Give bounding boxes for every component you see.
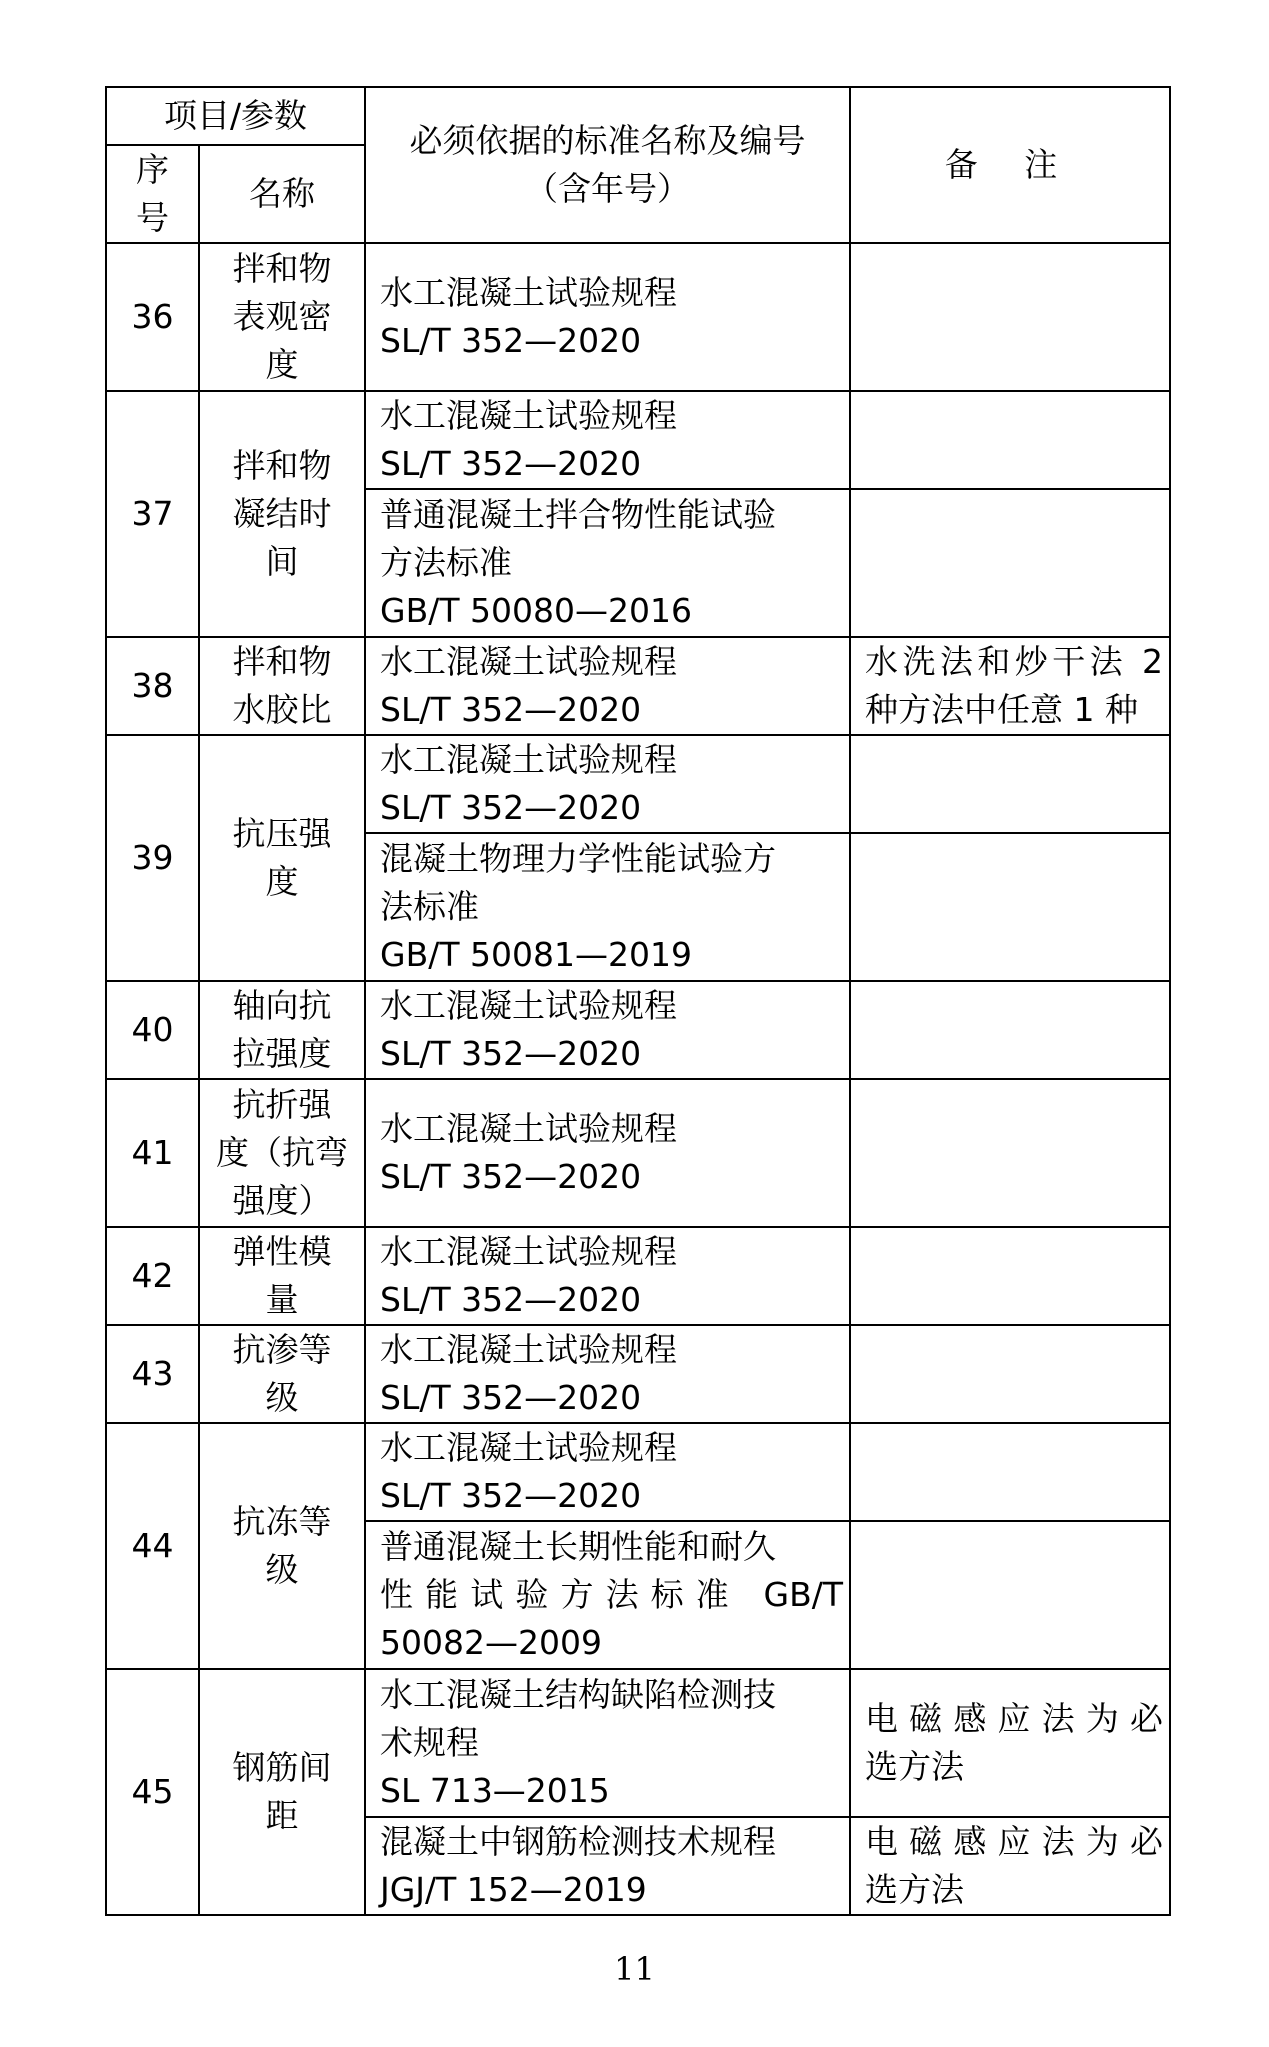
standard-cell xyxy=(365,1423,850,1521)
note-cell xyxy=(850,1817,1170,1915)
note-cell xyxy=(850,243,1170,391)
standard-cell xyxy=(365,1669,850,1817)
standard-line: SL/T 352—2020 xyxy=(380,1280,642,1319)
header-standard xyxy=(365,87,850,243)
name-line: 拌和物 xyxy=(232,249,332,288)
header-standard-line: （含年号） xyxy=(525,169,690,208)
standard-line: SL/T 352—2020 xyxy=(380,1378,642,1417)
name-cell xyxy=(199,1325,365,1423)
table-row xyxy=(106,1325,1170,1423)
standard-line: 水工混凝土试验规程 xyxy=(380,1428,677,1467)
note-line: 选方法 xyxy=(865,1747,964,1786)
standard-line: 水工混凝土试验规程 xyxy=(380,396,677,435)
name-cell xyxy=(199,391,365,637)
name-line: 强度） xyxy=(232,1181,332,1220)
name-line: 度 xyxy=(265,862,299,901)
standard-line: 普通混凝土拌合物性能试验 xyxy=(380,495,776,534)
name-line: 距 xyxy=(265,1796,299,1835)
seq-cell: 37 xyxy=(106,391,199,637)
standard-line: SL/T 352—2020 xyxy=(380,1157,642,1196)
standard-cell xyxy=(365,243,850,391)
name-line: 水胶比 xyxy=(232,690,332,729)
header-standard-line: 必须依据的标准名称及编号 xyxy=(409,121,806,160)
standard-line: 方法标准 xyxy=(380,543,512,582)
name-line: 弹性模 xyxy=(232,1232,332,1271)
note-line: 选方法 xyxy=(865,1870,964,1909)
note-cell xyxy=(850,735,1170,833)
table-row xyxy=(106,637,1170,735)
name-line: 轴向抗 xyxy=(232,986,332,1025)
header-item-param: 项目/参数 xyxy=(106,87,365,145)
standard-cell xyxy=(365,1817,850,1915)
name-line: 表观密 xyxy=(232,297,332,336)
seq-cell: 42 xyxy=(106,1227,199,1325)
standard-line: 50082—2009 xyxy=(380,1623,602,1662)
table-row xyxy=(106,243,1170,391)
seq-cell: 45 xyxy=(106,1669,199,1915)
standard-cell xyxy=(365,637,850,735)
standard-line: 水工混凝土试验规程 xyxy=(380,273,677,312)
seq-cell: 38 xyxy=(106,637,199,735)
standard-line: SL/T 352—2020 xyxy=(380,1034,642,1073)
standards-table xyxy=(105,86,1171,1916)
name-cell xyxy=(199,637,365,735)
standard-cell xyxy=(365,981,850,1079)
standard-line: 法标准 xyxy=(380,887,479,926)
table-row xyxy=(106,391,1170,489)
header-seq xyxy=(106,145,199,243)
seq-cell: 36 xyxy=(106,243,199,391)
standard-line: SL/T 352—2020 xyxy=(380,444,642,483)
page-number: 11 xyxy=(614,1950,655,1988)
standard-line: 水工混凝土试验规程 xyxy=(380,642,677,681)
standard-line: 普通混凝土长期性能和耐久 xyxy=(380,1527,776,1566)
name-line: 级 xyxy=(265,1550,299,1589)
header-seq-line: 号 xyxy=(136,198,169,237)
standard-line: 水工混凝土试验规程 xyxy=(380,740,677,779)
standard-cell xyxy=(365,391,850,489)
name-line: 度（抗弯 xyxy=(216,1133,348,1172)
standard-line: 水工混凝土结构缺陷检测技 xyxy=(380,1675,776,1714)
note-line: 电磁感应法为必 xyxy=(865,1699,1163,1738)
note-cell xyxy=(850,833,1170,981)
standard-cell xyxy=(365,1227,850,1325)
note-cell xyxy=(850,1423,1170,1521)
name-line: 抗冻等 xyxy=(232,1502,332,1541)
header-row xyxy=(106,87,1170,145)
table-row xyxy=(106,735,1170,833)
seq-cell: 39 xyxy=(106,735,199,981)
name-cell xyxy=(199,1079,365,1227)
seq-cell: 40 xyxy=(106,981,199,1079)
name-line: 拌和物 xyxy=(232,446,332,485)
name-cell xyxy=(199,1227,365,1325)
standard-line: JGJ/T 152—2019 xyxy=(380,1870,647,1909)
seq-cell: 43 xyxy=(106,1325,199,1423)
standard-line: 水工混凝土试验规程 xyxy=(380,1232,677,1271)
name-line: 钢筋间 xyxy=(232,1748,332,1787)
table-row xyxy=(106,1669,1170,1817)
standard-line: 性能试验方法标准 GB/T xyxy=(380,1575,843,1614)
seq-cell: 44 xyxy=(106,1423,199,1669)
standard-cell xyxy=(365,1521,850,1669)
standard-cell xyxy=(365,489,850,637)
name-cell xyxy=(199,243,365,391)
standard-line: SL/T 352—2020 xyxy=(380,690,642,729)
name-line: 级 xyxy=(265,1378,299,1417)
standard-line: GB/T 50080—2016 xyxy=(380,591,692,630)
standard-line: 水工混凝土试验规程 xyxy=(380,1330,677,1369)
header-seq-line: 序 xyxy=(136,150,169,189)
header-notes: 备 注 xyxy=(850,87,1170,243)
standard-line: SL 713—2015 xyxy=(380,1771,610,1810)
standard-line: 术规程 xyxy=(380,1723,479,1762)
standard-line: SL/T 352—2020 xyxy=(380,1476,642,1515)
table-row xyxy=(106,981,1170,1079)
standard-cell xyxy=(365,833,850,981)
note-cell xyxy=(850,489,1170,637)
name-line: 抗渗等 xyxy=(232,1330,332,1369)
name-line: 量 xyxy=(265,1280,299,1319)
note-cell xyxy=(850,391,1170,489)
standard-line: 水工混凝土试验规程 xyxy=(380,986,677,1025)
note-cell xyxy=(850,981,1170,1079)
name-line: 间 xyxy=(265,542,299,581)
seq-cell: 41 xyxy=(106,1079,199,1227)
table-body xyxy=(106,87,1170,1915)
standard-cell xyxy=(365,1325,850,1423)
name-line: 拉强度 xyxy=(232,1034,332,1073)
name-line: 抗压强 xyxy=(232,814,332,853)
note-cell xyxy=(850,637,1170,735)
standard-cell xyxy=(365,735,850,833)
note-cell xyxy=(850,1521,1170,1669)
table-row xyxy=(106,1227,1170,1325)
standard-line: 混凝土中钢筋检测技术规程 xyxy=(380,1822,776,1861)
note-line: 种方法中任意 1 种 xyxy=(865,690,1138,729)
name-cell xyxy=(199,1423,365,1669)
note-cell xyxy=(850,1227,1170,1325)
table-row xyxy=(106,1423,1170,1521)
standard-line: 混凝土物理力学性能试验方 xyxy=(380,839,776,878)
name-line: 抗折强 xyxy=(232,1085,332,1124)
header-name: 名称 xyxy=(199,145,365,243)
name-cell xyxy=(199,1669,365,1915)
standard-line: SL/T 352—2020 xyxy=(380,788,642,827)
standard-line: SL/T 352—2020 xyxy=(380,321,642,360)
name-line: 凝结时 xyxy=(232,494,332,533)
note-cell xyxy=(850,1669,1170,1817)
standard-cell xyxy=(365,1079,850,1227)
standard-line: 水工混凝土试验规程 xyxy=(380,1109,677,1148)
standard-line: GB/T 50081—2019 xyxy=(380,935,692,974)
name-cell xyxy=(199,981,365,1079)
note-line: 电磁感应法为必 xyxy=(865,1822,1163,1861)
name-cell xyxy=(199,735,365,981)
table-row xyxy=(106,1079,1170,1227)
note-cell xyxy=(850,1325,1170,1423)
note-cell xyxy=(850,1079,1170,1227)
name-line: 拌和物 xyxy=(232,642,332,681)
note-line: 水洗法和炒干法 2 xyxy=(865,642,1163,681)
name-line: 度 xyxy=(265,345,299,384)
